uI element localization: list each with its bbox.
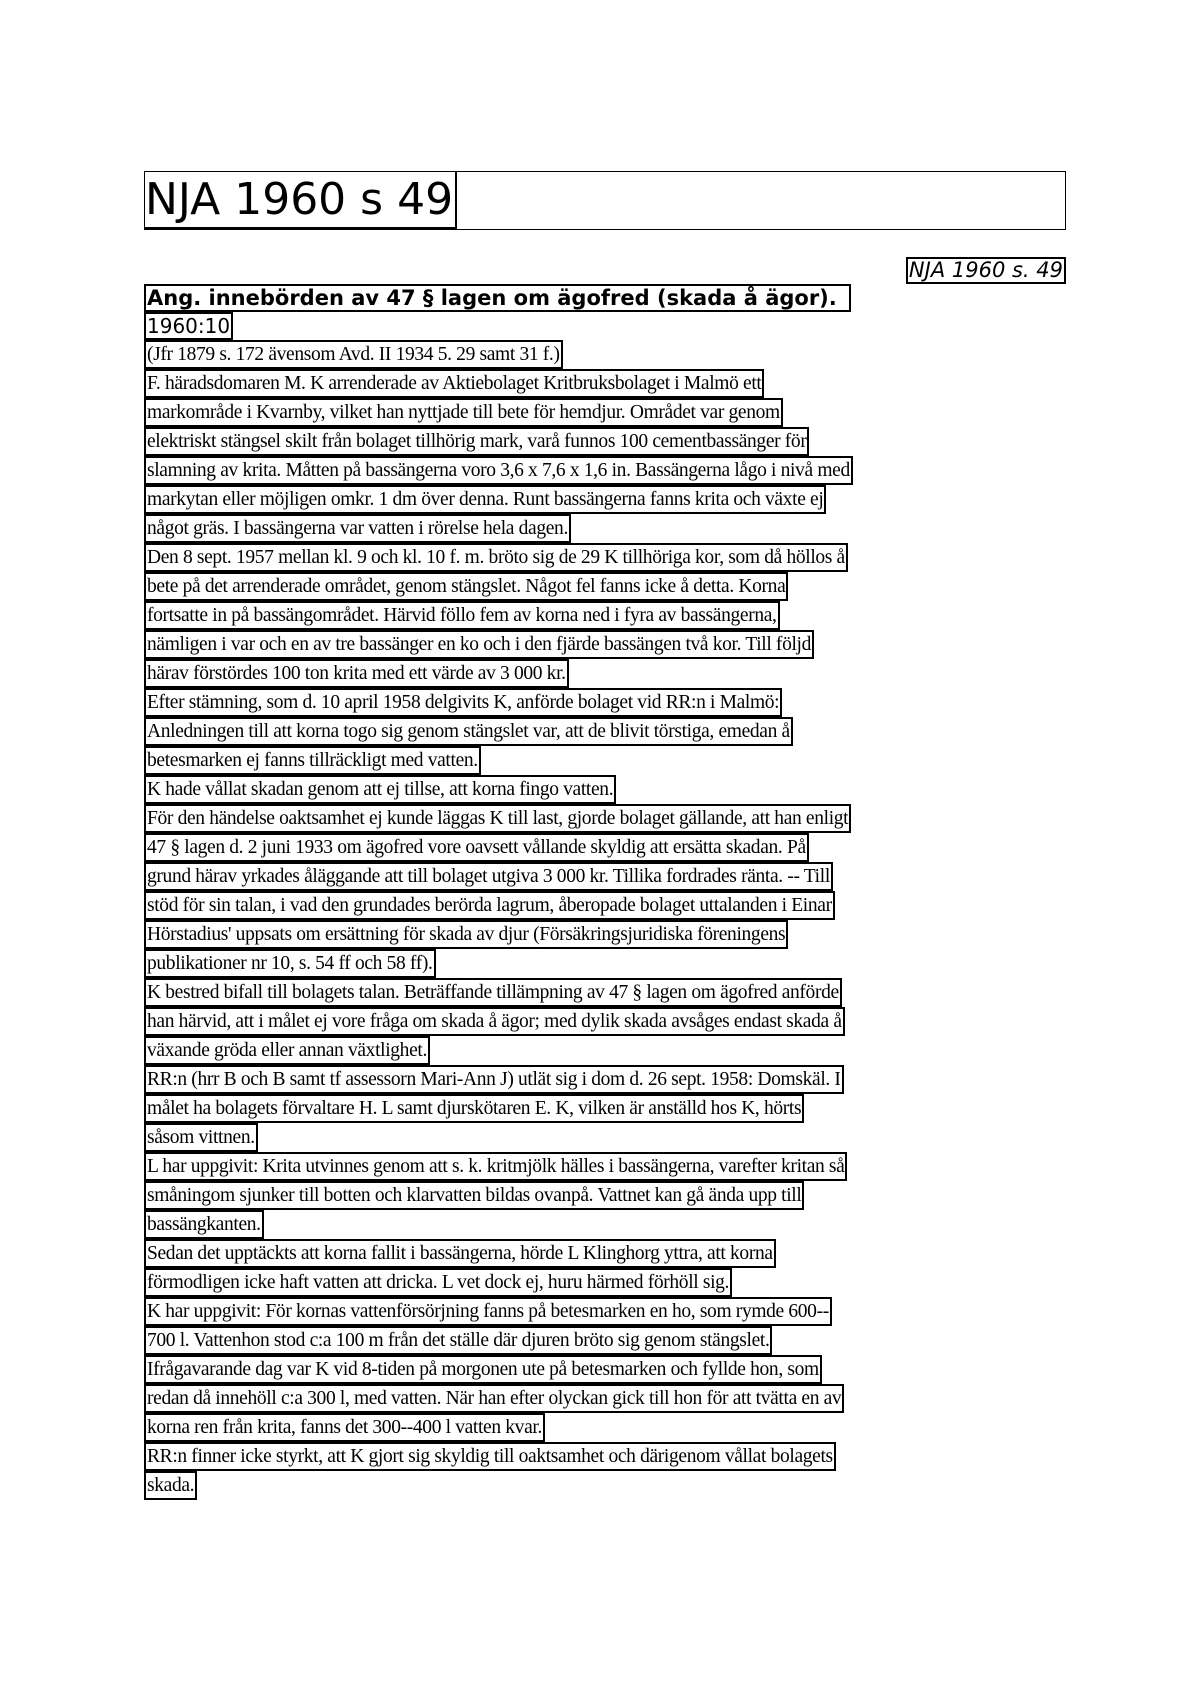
text-line: bassängkanten. (144, 1210, 264, 1239)
text-line-row (144, 630, 1066, 659)
text-line: växande gröda eller annan växtlighet. (144, 1036, 430, 1065)
paragraph (144, 1442, 1066, 1500)
text-line: korna ren från krita, fanns det 300--400 l vatten kvar. (144, 1413, 545, 1442)
text-line-row (144, 572, 1066, 601)
text-line: han härvid, att i målet ej vore fråga om skada å ägor; med dylik skada avsåges endast skada å (144, 1007, 845, 1036)
text-line: redan då innehöll c:a 300 l, med vatten. När han efter olyckan gick till hon för att tvätta en av (144, 1384, 844, 1413)
text-line: målet ha bolagets förvaltare H. L samt djurskötaren E. K, vilken är anställd hos K, hörts (144, 1094, 804, 1123)
text-line: Efter stämning, som d. 10 april 1958 delgivits K, anförde bolaget vid RR:n i Malmö: (144, 688, 782, 717)
text-line-row (144, 978, 1066, 1007)
text-line-row (144, 1268, 1066, 1297)
text-line: småningom sjunker till botten och klarvatten bildas ovanpå. Vattnet kan gå ända upp till (144, 1181, 804, 1210)
text-line-row (144, 340, 1066, 369)
text-line: K bestred bifall till bolagets talan. Beträffande tillämpning av 47 § lagen om ägofred anförde (144, 978, 842, 1007)
text-line: något gräs. I bassängerna var vatten i rörelse hela dagen. (144, 514, 571, 543)
text-line: Den 8 sept. 1957 mellan kl. 9 och kl. 10 f. m. bröto sig de 29 K tillhöriga kor, som då höllos å (144, 543, 848, 572)
case-heading: Ang. innebörden av 47 § lagen om ägofred (skada å ägor). (144, 284, 851, 312)
text-line-row (144, 1007, 1066, 1036)
text-line-row (144, 1036, 1066, 1065)
text-line-row (144, 1181, 1066, 1210)
text-line-row (144, 456, 1066, 485)
text-line-row (144, 1210, 1066, 1239)
text-line-row (144, 601, 1066, 630)
text-line: skada. (144, 1471, 197, 1500)
text-line-row (144, 1094, 1066, 1123)
text-line-row (144, 949, 1066, 978)
text-line-row (144, 717, 1066, 746)
paragraph (144, 543, 1066, 688)
text-line: K har uppgivit: För kornas vattenförsörjning fanns på betesmarken en ho, som rymde 600-- (144, 1297, 832, 1326)
paragraph (144, 1152, 1066, 1239)
text-line-row (144, 427, 1066, 456)
text-line: grund härav yrkades åläggande att till bolaget utgiva 3 000 kr. Tillika fordrades ränta. -- Till (144, 862, 833, 891)
title-frame (144, 171, 1066, 230)
text-line-row (144, 1239, 1066, 1268)
paragraph (144, 1239, 1066, 1297)
case-number: 1960:10 (144, 312, 233, 340)
document-title: NJA 1960 s 49 (145, 172, 457, 229)
text-line: bete på det arrenderade området, genom stängslet. Något fel fanns icke å detta. Korna (144, 572, 788, 601)
text-line: förmodligen icke haft vatten att dricka. L vet dock ej, huru härmed förhöll sig. (144, 1268, 732, 1297)
text-line: markytan eller möjligen omkr. 1 dm över denna. Runt bassängerna fanns krita och växte ej (144, 485, 826, 514)
heading-row (144, 284, 1066, 312)
paragraph (144, 1065, 1066, 1152)
text-line-row (144, 891, 1066, 920)
text-line: För den händelse oaktsamhet ej kunde läggas K till last, gjorde bolaget gällande, att han enligt (144, 804, 851, 833)
text-line: RR:n finner icke styrkt, att K gjort sig skyldig till oaktsamhet och därigenom vållat bolagets (144, 1442, 836, 1471)
paragraph (144, 340, 1066, 369)
text-line-row (144, 514, 1066, 543)
text-line-row (144, 833, 1066, 862)
text-line: betesmarken ej fanns tillräckligt med vatten. (144, 746, 481, 775)
text-line: markområde i Kvarnby, vilket han nyttjade till bete för hemdjur. Området var genom (144, 398, 783, 427)
text-line-row (144, 1355, 1066, 1384)
document-page (144, 171, 1066, 1500)
text-line-row (144, 485, 1066, 514)
text-line: RR:n (hrr B och B samt tf assessorn Mari-Ann J) utlät sig i dom d. 26 sept. 1958: Domskäl. I (144, 1065, 844, 1094)
text-line-row (144, 659, 1066, 688)
paragraph (144, 688, 1066, 775)
text-line: elektriskt stängsel skilt från bolaget tillhörig mark, varå funnos 100 cementbassänger för (144, 427, 809, 456)
text-line: härav förstördes 100 ton krita med ett värde av 3 000 kr. (144, 659, 569, 688)
text-line: Ifrågavarande dag var K vid 8-tiden på morgonen ute på betesmarken och fyllde hon, som (144, 1355, 822, 1384)
text-line: nämligen i var och en av tre bassänger en ko och i den fjärde bassängen två kor. Till följd (144, 630, 814, 659)
text-line-row (144, 1123, 1066, 1152)
paragraph (144, 978, 1066, 1065)
text-line: L har uppgivit: Krita utvinnes genom att s. k. kritmjölk hälles i bassängerna, varefter kritan så (144, 1152, 847, 1181)
text-line-row (144, 775, 1066, 804)
text-line-row (144, 1152, 1066, 1181)
document-body (144, 340, 1066, 1500)
text-line-row (144, 543, 1066, 572)
case-reference: NJA 1960 s. 49 (906, 257, 1066, 284)
text-line-row (144, 369, 1066, 398)
text-line-row (144, 920, 1066, 949)
paragraph (144, 775, 1066, 804)
paragraph (144, 1355, 1066, 1442)
text-line: 47 § lagen d. 2 juni 1933 om ägofred vore oavsett vållande skyldig att ersätta skadan. På (144, 833, 809, 862)
text-line-row (144, 1442, 1066, 1471)
text-line: stöd för sin talan, i vad den grundades berörda lagrum, åberopade bolaget uttalanden i Einar (144, 891, 835, 920)
text-line: K hade vållat skadan genom att ej tillse, att korna fingo vatten. (144, 775, 616, 804)
text-line: 700 l. Vattenhon stod c:a 100 m från det ställe där djuren bröto sig genom stängslet. (144, 1326, 772, 1355)
text-line: F. häradsdomaren M. K arrenderade av Aktiebolaget Kritbruksbolaget i Malmö ett (144, 369, 764, 398)
text-line-row (144, 862, 1066, 891)
text-line: Hörstadius' uppsats om ersättning för skada av djur (Försäkringsjuridiska föreningens (144, 920, 788, 949)
text-line-row (144, 1384, 1066, 1413)
text-line: Anledningen till att korna togo sig genom stängslet var, att de blivit törstiga, emedan å (144, 717, 793, 746)
text-line: (Jfr 1879 s. 172 ävensom Avd. II 1934 5. 29 samt 31 f.) (144, 340, 563, 369)
text-line-row (144, 1471, 1066, 1500)
reference-row (144, 257, 1066, 284)
text-line-row (144, 1413, 1066, 1442)
text-line: slamning av krita. Måtten på bassängerna voro 3,6 x 7,6 x 1,6 in. Bassängerna lågo i nivå med (144, 456, 853, 485)
text-line: såsom vittnen. (144, 1123, 258, 1152)
case-number-row (144, 312, 1066, 340)
text-line: fortsatte in på bassängområdet. Härvid föllo fem av korna ned i fyra av bassängerna, (144, 601, 780, 630)
text-line-row (144, 398, 1066, 427)
text-line: publikationer nr 10, s. 54 ff och 58 ff). (144, 949, 436, 978)
text-line-row (144, 1326, 1066, 1355)
paragraph (144, 1297, 1066, 1355)
paragraph (144, 804, 1066, 978)
text-line: Sedan det upptäckts att korna fallit i bassängerna, hörde L Klinghorg yttra, att korna (144, 1239, 776, 1268)
text-line-row (144, 746, 1066, 775)
paragraph (144, 369, 1066, 543)
text-line-row (144, 1065, 1066, 1094)
text-line-row (144, 1297, 1066, 1326)
text-line-row (144, 804, 1066, 833)
text-line-row (144, 688, 1066, 717)
